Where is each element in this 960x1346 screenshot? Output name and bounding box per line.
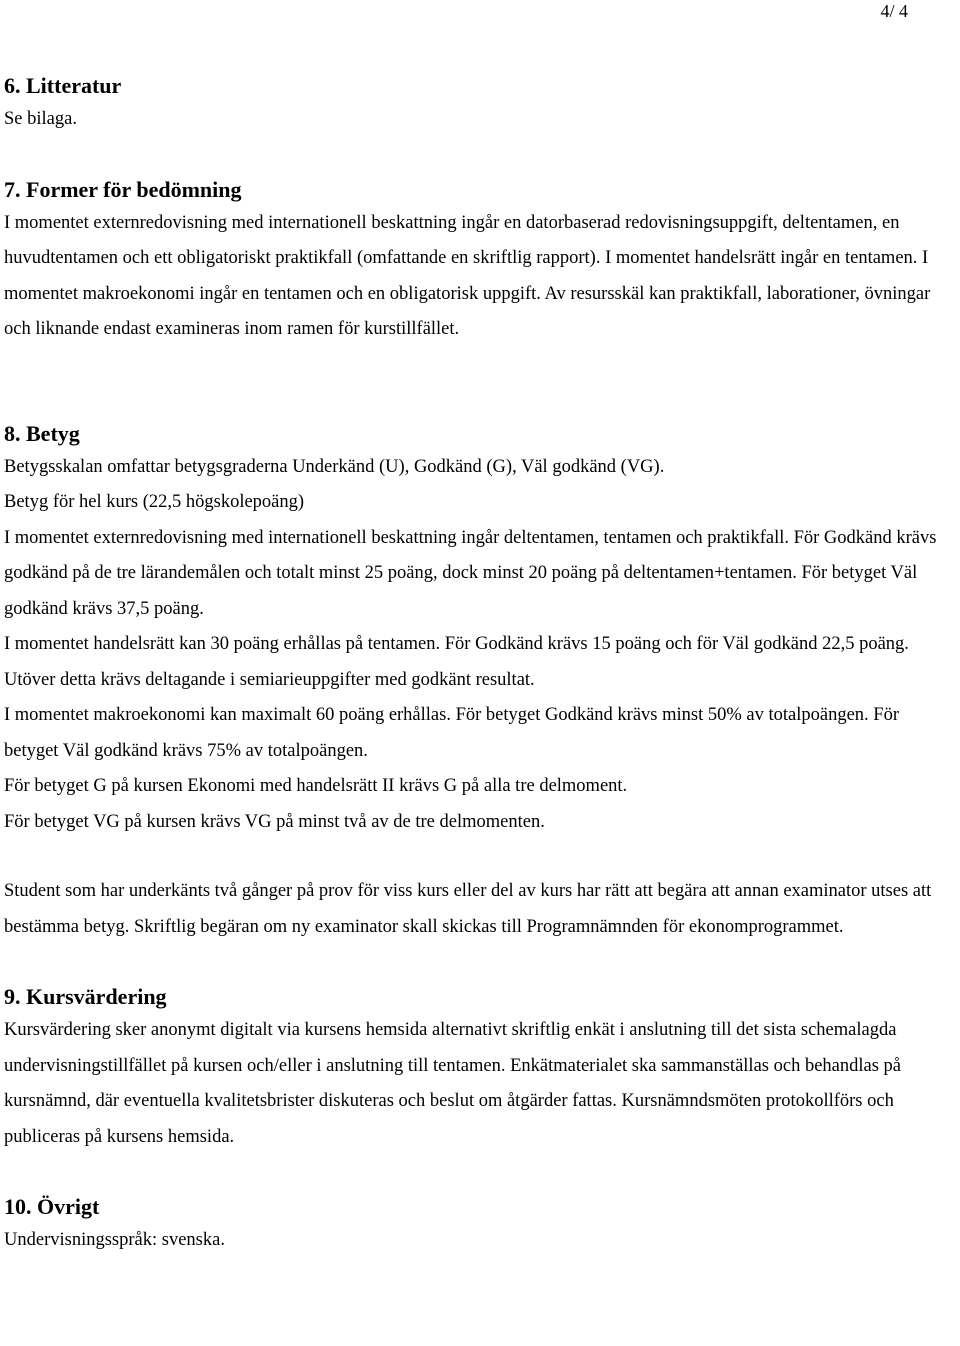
section-paragraph: I momentet makroekonomi kan maximalt 60 poäng erhållas. För betyget Godkänd krävs minst 50% av totalpoängen. För betyget Väl godkänd krävs 75% av totalpoängen. (4, 705, 900, 761)
section-text: Undervisningsspråk: svenska. (4, 1230, 225, 1250)
page-number: 4/ 4 (880, 1, 908, 21)
section-paragraph: För betyget G på kursen Ekonomi med handelsrätt II krävs G på alla tre delmoment. (4, 776, 628, 796)
examinator-paragraph: Student som har underkänts två gånger på prov för viss kurs eller del av kurs har rätt att begära att annan examinator utses att bestämma betyg. Skriftlig begäran om ny examinator skall skickas till Programnämnden för ekonomprogrammet. (4, 881, 932, 937)
section-paragraph: Betyg för hel kurs (22,5 högskolepoäng) (4, 492, 305, 512)
section-heading: 9. Kursvärdering (4, 984, 167, 1009)
section-heading: 7. Former för bedömning (4, 176, 242, 202)
section-litteratur (4, 70, 954, 138)
section-bedomning (4, 174, 954, 348)
section-paragraph: I momentet externredovisning med internationell beskattning ingår en datorbaserad redovisningsuppgift, deltentamen, en huvudtentamen och ett obligatoriskt praktikfall (omfattande en skriftlig rapport). I momentet handelsrätt ingår en tentamen. I momentet makroekonomi ingår en tentamen och en obligatorisk uppgift. Av resursskäl kan praktikfall, laborationer, övningar och liknande endast examineras inom ramen för kurstillfället. (4, 212, 931, 339)
section-heading: 6. Litteratur (4, 73, 122, 98)
section-ovrigt (4, 1191, 954, 1259)
section-paragraph: I momentet externredovisning med internationell beskattning ingår deltentamen, tentamen och praktikfall. För Godkänd krävs godkänd på de tre lärandemålen och totalt minst 25 poäng, dock minst 20 poäng på deltentamen+tentamen. För betyget Väl godkänd krävs 37,5 poäng. (4, 527, 937, 619)
section-heading: 10. Övrigt (4, 1194, 100, 1219)
section-paragraph: Kursvärdering sker anonymt digitalt via kursens hemsida alternativt skriftlig enkät i anslutning till det sista schemalagda undervisningstillfället på kursen och/eller i anslutning till tentamen. Enkätmaterialet ska sammanställas och behandlas på kursnämnd, där eventuella kvalitetsbrister diskuteras och beslut om åtgärder fattas. Kursnämndsmöten protokollförs och publiceras på kursens hemsida. (4, 1020, 901, 1147)
section-text: Se bilaga. (4, 109, 77, 129)
section-paragraph: Betygsskalan omfattar betygsgraderna Underkänd (U), Godkänd (G), Väl godkänd (VG). (4, 456, 665, 477)
document-body (4, 70, 954, 1259)
section-paragraph: I momentet handelsrätt kan 30 poäng erhållas på tentamen. För Godkänd krävs 15 poäng och för Väl godkänd 22,5 poäng. Utöver detta krävs deltagande i semiarieuppgifter med godkänt resultat. (4, 634, 909, 690)
section-betyg (4, 418, 954, 946)
section-paragraph: För betyget VG på kursen krävs VG på minst två av de tre delmomenten. (4, 811, 545, 832)
section-heading: 8. Betyg (4, 420, 80, 446)
section-kursvardering (4, 981, 954, 1155)
